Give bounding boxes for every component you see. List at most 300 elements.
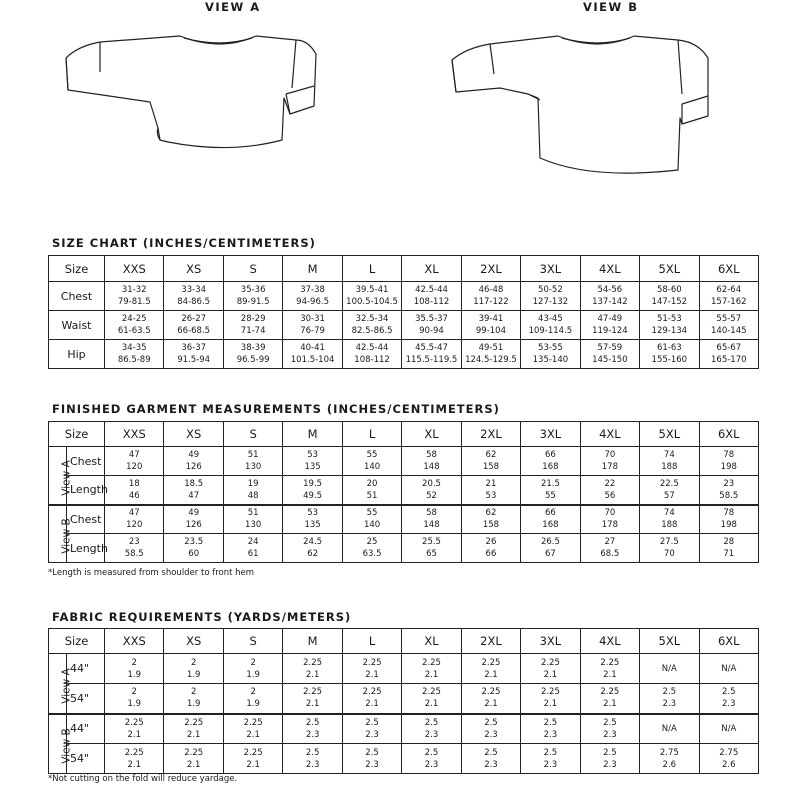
value-primary: 62 [485, 450, 497, 460]
value-secondary: 2.3 [365, 729, 379, 740]
measurement-cell [223, 447, 282, 476]
value-primary: 61-63 [656, 343, 682, 353]
row-label: 54" [67, 744, 105, 774]
value-primary: 74 [663, 450, 675, 460]
size-header: Size [49, 256, 105, 282]
value-primary: 58-60 [656, 285, 682, 295]
value-secondary: 2.1 [484, 699, 498, 710]
value-primary: 2 [190, 657, 197, 668]
value-primary: 2.25 [422, 657, 441, 668]
value-primary: 23 [723, 478, 735, 489]
value-primary: 78 [723, 450, 735, 460]
measurement-cell [580, 476, 639, 505]
value-primary: 2.25 [303, 657, 323, 668]
value-primary: 65-67 [716, 343, 742, 353]
value-primary: 27.5 [659, 537, 679, 547]
value-primary: 46-48 [478, 285, 504, 295]
value-primary: 2 [250, 687, 256, 698]
value-secondary: 96.5-99 [236, 355, 270, 365]
measurement-cell [105, 311, 164, 340]
measurement-cell [283, 654, 342, 684]
value-primary: 2.25 [243, 717, 263, 728]
value-primary: 2.5 [365, 747, 379, 758]
measurement-cell [164, 714, 223, 744]
measurement-cell [342, 714, 401, 744]
value-secondary: 1.9 [186, 699, 201, 710]
measurement-cell [164, 447, 223, 476]
fabric-table [48, 628, 759, 774]
value-secondary: 2.3 [424, 759, 439, 770]
measurement-cell [640, 476, 699, 505]
measurement-cell [521, 476, 580, 505]
value-primary: 38-39 [240, 343, 266, 353]
value-primary: 26.5 [540, 537, 560, 547]
table-row [49, 311, 759, 340]
table-row [49, 505, 759, 534]
value-primary: 2.75 [719, 747, 739, 758]
size-col-header: M [283, 422, 342, 447]
value-primary: 28 [723, 537, 735, 547]
size-col-header: 3XL [521, 629, 580, 654]
value-secondary: 1.9 [127, 699, 141, 710]
measurement-cell [223, 282, 282, 311]
size-col-header: 5XL [640, 256, 699, 282]
size-col-header: 2XL [461, 629, 520, 654]
size-col-header: S [223, 629, 282, 654]
value-secondary: 2.1 [484, 669, 498, 680]
value-secondary: 198 [720, 520, 737, 531]
value-secondary: 2.3 [484, 729, 498, 740]
size-col-header: 6XL [699, 629, 758, 654]
value-primary: 35-36 [240, 285, 266, 295]
measurement-cell [283, 447, 342, 476]
value-secondary: 198 [720, 462, 737, 472]
measurement-cell [342, 744, 401, 774]
size-col-header: 4XL [580, 256, 639, 282]
view-group-label [49, 714, 73, 774]
value-primary: N/A [661, 663, 677, 674]
value-primary: 66 [545, 450, 556, 460]
measurement-cell [164, 311, 223, 340]
value-secondary: 1.9 [186, 669, 201, 680]
value-primary: 70 [604, 508, 616, 519]
row-label: Length [67, 534, 105, 563]
value-primary: 2.5 [603, 747, 617, 758]
view-label-text: View B [60, 518, 73, 554]
value-secondary: 82.5-86.5 [351, 326, 393, 336]
measurement-cell [283, 340, 342, 369]
measurement-cell [342, 476, 401, 505]
measurement-cell [461, 744, 520, 774]
value-secondary: 84-86.5 [177, 297, 211, 307]
measurement-cell [402, 714, 461, 744]
value-secondary: 147-152 [651, 297, 688, 307]
value-primary: 66 [545, 508, 556, 519]
value-primary: 2.25 [481, 687, 501, 698]
value-primary: 2.5 [662, 687, 677, 698]
size-col-header: XL [402, 422, 461, 447]
measurement-cell [699, 744, 758, 774]
size-col-header: S [223, 256, 282, 282]
measurement-cell [461, 476, 520, 505]
value-primary: 50-52 [538, 285, 563, 295]
value-primary: 2.25 [481, 657, 501, 668]
measurement-cell [521, 534, 580, 563]
value-secondary: 1.9 [246, 699, 260, 710]
value-secondary: 145-150 [592, 355, 628, 365]
value-secondary: 108-112 [354, 355, 390, 365]
view-group-label [49, 447, 73, 505]
value-secondary: 2.1 [186, 729, 201, 740]
view-label-text: View A [60, 668, 73, 704]
measurement-cell [223, 744, 282, 774]
table-row [49, 744, 759, 774]
value-primary: 2 [250, 657, 256, 668]
value-primary: 2.25 [184, 747, 204, 758]
value-secondary: 76-79 [300, 326, 325, 336]
value-primary: 2 [131, 687, 137, 698]
value-secondary: 2.1 [127, 759, 141, 770]
measurement-cell [342, 684, 401, 714]
value-primary: 58 [426, 508, 437, 519]
value-primary: 47 [128, 450, 140, 460]
value-primary: 51-53 [656, 314, 682, 324]
value-secondary: 2.3 [722, 699, 736, 710]
measurement-cell [640, 684, 699, 714]
value-primary: 34-35 [121, 343, 147, 353]
measurement-cell [342, 447, 401, 476]
measurement-cell [580, 505, 639, 534]
size-col-header: 3XL [521, 422, 580, 447]
value-secondary: 58.5 [124, 549, 144, 559]
measurement-cell [580, 654, 639, 684]
value-primary: 2.25 [540, 657, 560, 668]
measurement-cell [402, 282, 461, 311]
value-secondary: 65 [426, 549, 437, 559]
size-col-header: XXS [105, 629, 164, 654]
value-secondary: 79-81.5 [117, 297, 151, 307]
value-secondary: 137-142 [592, 297, 628, 307]
measurement-cell [105, 654, 164, 684]
value-secondary: 53 [485, 490, 497, 501]
measurement-cell [580, 534, 639, 563]
value-secondary: 63.5 [362, 549, 382, 559]
measurement-cell [164, 534, 223, 563]
value-secondary: 1.9 [127, 669, 141, 680]
value-primary: 33-34 [181, 285, 207, 295]
value-secondary: 2.3 [484, 759, 498, 770]
view-a-title: VIEW A [205, 0, 261, 14]
measurement-cell [461, 534, 520, 563]
table-row [49, 476, 759, 505]
measurement-cell [105, 282, 164, 311]
finished-header-row [49, 422, 759, 447]
measurement-cell [521, 311, 580, 340]
value-secondary: 158 [482, 462, 500, 472]
measurement-cell [699, 282, 758, 311]
measurement-cell [461, 654, 520, 684]
measurement-cell [461, 311, 520, 340]
measurement-cell [580, 744, 639, 774]
value-primary: 51 [247, 508, 259, 519]
size-chart-table [48, 255, 759, 369]
measurement-cell [105, 340, 164, 369]
value-secondary: 188 [661, 520, 678, 531]
size-col-header: XXS [105, 256, 164, 282]
value-primary: 62-64 [716, 285, 742, 295]
measurement-cell [283, 534, 342, 563]
measurement-cell [461, 505, 520, 534]
value-secondary: 2.3 [305, 729, 320, 740]
measurement-cell [342, 654, 401, 684]
value-secondary: 2.1 [424, 669, 439, 680]
value-primary: N/A [721, 723, 737, 734]
value-primary: 2.25 [362, 657, 382, 668]
value-secondary: 71-74 [240, 326, 266, 336]
row-label: 54" [67, 684, 105, 714]
view-label-text: View A [60, 460, 73, 496]
value-secondary: 168 [542, 520, 559, 531]
measurement-cell [283, 311, 342, 340]
value-secondary: 115.5-119.5 [405, 355, 458, 365]
value-primary: 2.5 [305, 717, 320, 728]
measurement-cell [699, 311, 758, 340]
fabric-note: *Not cutting on the fold will reduce yardage. [48, 774, 238, 784]
measurement-cell [461, 340, 520, 369]
measurement-cell [521, 505, 580, 534]
measurement-cell [342, 534, 401, 563]
size-col-header: XL [402, 256, 461, 282]
value-secondary: 2.1 [127, 729, 141, 740]
value-primary: 2.75 [659, 747, 679, 758]
value-secondary: 165-170 [711, 355, 747, 365]
view-b-title: VIEW B [583, 0, 639, 14]
value-secondary: 2.6 [722, 759, 736, 770]
measurement-cell [580, 340, 639, 369]
value-secondary: 120 [126, 520, 143, 531]
value-secondary: 100.5-104.5 [346, 297, 398, 307]
size-col-header: 6XL [699, 256, 758, 282]
value-secondary: 188 [661, 462, 678, 472]
value-secondary: 2.1 [424, 699, 439, 710]
measurement-cell [283, 505, 342, 534]
measurement-cell [105, 505, 164, 534]
value-secondary: 2.3 [365, 759, 379, 770]
value-primary: 2.5 [484, 717, 498, 728]
value-primary: 70 [604, 450, 616, 460]
row-label: Chest [49, 282, 105, 311]
value-primary: 2 [190, 687, 197, 698]
measurement-cell [342, 311, 401, 340]
value-secondary: 2.1 [186, 759, 201, 770]
value-primary: 49 [188, 508, 200, 519]
measurement-cell [223, 714, 282, 744]
measurement-cell [699, 534, 758, 563]
measurement-cell [521, 684, 580, 714]
row-label: 44" [67, 654, 105, 684]
value-primary: 2.5 [603, 717, 617, 728]
value-secondary: 2.1 [305, 669, 320, 680]
measurement-cell [283, 714, 342, 744]
value-primary: 30-31 [300, 314, 325, 324]
value-primary: 2.5 [543, 717, 558, 728]
value-primary: 42.5-44 [355, 343, 389, 353]
value-primary: 2.5 [305, 747, 320, 758]
measurement-cell [105, 684, 164, 714]
value-primary: 26 [485, 537, 497, 547]
measurement-cell [223, 311, 282, 340]
measurement-cell [402, 340, 461, 369]
value-secondary: 1.9 [246, 669, 260, 680]
value-primary: 55 [366, 450, 378, 460]
value-primary: 2.25 [243, 747, 263, 758]
value-secondary: 126 [185, 520, 202, 531]
value-primary: 53 [307, 508, 319, 519]
finished-title: FINISHED GARMENT MEASUREMENTS (INCHES/CENTIMETERS) [52, 402, 500, 416]
value-secondary: 61 [247, 549, 259, 559]
size-col-header: 2XL [461, 256, 520, 282]
size-col-header: 6XL [699, 422, 758, 447]
measurement-cell [402, 476, 461, 505]
value-primary: N/A [721, 663, 737, 674]
value-primary: 2.25 [184, 717, 204, 728]
value-primary: 24.5 [303, 537, 323, 547]
value-secondary: 140 [363, 520, 381, 531]
size-col-header: 4XL [580, 422, 639, 447]
row-label: Chest [67, 447, 105, 476]
size-chart-title: SIZE CHART (INCHES/CENTIMETERS) [52, 236, 316, 250]
measurement-cell [521, 714, 580, 744]
value-secondary: 109-114.5 [528, 326, 573, 336]
view-group-label [49, 654, 73, 714]
value-secondary: 57 [663, 490, 675, 501]
size-col-header: M [283, 256, 342, 282]
measurement-cell [521, 282, 580, 311]
view-label-text: View B [60, 728, 73, 764]
value-secondary: 47 [188, 490, 200, 501]
measurement-cell [164, 684, 223, 714]
measurement-cell [105, 447, 164, 476]
value-secondary: 2.3 [543, 729, 558, 740]
table-row [49, 534, 759, 563]
measurement-cell [461, 447, 520, 476]
value-secondary: 158 [482, 520, 500, 531]
value-primary: 21.5 [540, 478, 560, 489]
measurement-cell [283, 282, 342, 311]
size-header: Size [49, 422, 105, 447]
value-secondary: 55 [545, 490, 556, 501]
measurement-cell [283, 744, 342, 774]
measurement-cell [164, 505, 223, 534]
value-primary: 55-57 [716, 314, 742, 324]
value-primary: 42.5-44 [415, 285, 448, 295]
value-secondary: 46 [128, 490, 140, 501]
value-secondary: 140-145 [711, 326, 747, 336]
measurement-cell [223, 654, 282, 684]
value-secondary: 140 [363, 462, 381, 472]
value-secondary: 129-134 [651, 326, 688, 336]
value-primary: 53 [307, 450, 319, 460]
value-primary: 36-37 [181, 343, 207, 353]
value-primary: 2.25 [124, 717, 144, 728]
row-label: Waist [49, 311, 105, 340]
size-header: Size [49, 629, 105, 654]
value-secondary: 124.5-129.5 [465, 355, 517, 365]
measurement-cell [521, 744, 580, 774]
value-primary: 19.5 [303, 478, 323, 489]
view-b-sketch [440, 28, 720, 188]
measurement-cell [580, 282, 639, 311]
measurement-cell [164, 744, 223, 774]
measurement-cell [105, 476, 164, 505]
value-primary: 2.5 [365, 717, 379, 728]
value-primary: N/A [661, 723, 677, 734]
fabric-header-row [49, 629, 759, 654]
value-secondary: 148 [423, 462, 440, 472]
value-secondary: 157-162 [711, 297, 747, 307]
value-secondary: 178 [601, 520, 618, 531]
measurement-cell [699, 340, 758, 369]
measurement-cell [699, 447, 758, 476]
value-primary: 27 [604, 537, 616, 547]
value-secondary: 108-112 [413, 297, 450, 307]
measurement-cell [283, 684, 342, 714]
size-col-header: S [223, 422, 282, 447]
value-secondary: 90-94 [419, 326, 444, 336]
measurement-cell [223, 534, 282, 563]
measurement-cell [105, 744, 164, 774]
measurement-cell [640, 534, 699, 563]
value-primary: 22.5 [659, 478, 679, 489]
size-col-header: 4XL [580, 629, 639, 654]
value-primary: 2.5 [722, 687, 736, 698]
size-col-header: 3XL [521, 256, 580, 282]
value-secondary: 61-63.5 [117, 326, 151, 336]
value-primary: 25 [366, 537, 378, 547]
value-primary: 55 [366, 508, 378, 519]
value-secondary: 135 [304, 520, 321, 531]
size-col-header: 5XL [640, 422, 699, 447]
measurement-cell [640, 447, 699, 476]
value-secondary: 2.1 [246, 729, 260, 740]
finished-note: *Length is measured from shoulder to front hem [48, 568, 255, 578]
finished-table [48, 421, 759, 563]
measurement-cell [402, 654, 461, 684]
value-primary: 22 [604, 478, 616, 489]
measurement-cell [699, 684, 758, 714]
value-secondary: 2.1 [543, 669, 558, 680]
value-primary: 40-41 [300, 343, 325, 353]
size-chart-header-row [49, 256, 759, 282]
value-primary: 23.5 [184, 537, 204, 547]
measurement-cell [640, 714, 699, 744]
value-secondary: 66 [485, 549, 497, 559]
value-secondary: 66-68.5 [177, 326, 211, 336]
size-col-header: M [283, 629, 342, 654]
value-primary: 18 [128, 478, 140, 489]
measurement-cell [223, 505, 282, 534]
value-primary: 58 [426, 450, 437, 460]
value-secondary: 2.1 [246, 759, 260, 770]
table-row [49, 447, 759, 476]
measurement-cell [461, 714, 520, 744]
value-secondary: 2.3 [305, 759, 320, 770]
measurement-cell [699, 654, 758, 684]
table-row [49, 340, 759, 369]
table-row [49, 654, 759, 684]
value-primary: 2.25 [124, 747, 144, 758]
value-primary: 2.25 [422, 687, 441, 698]
